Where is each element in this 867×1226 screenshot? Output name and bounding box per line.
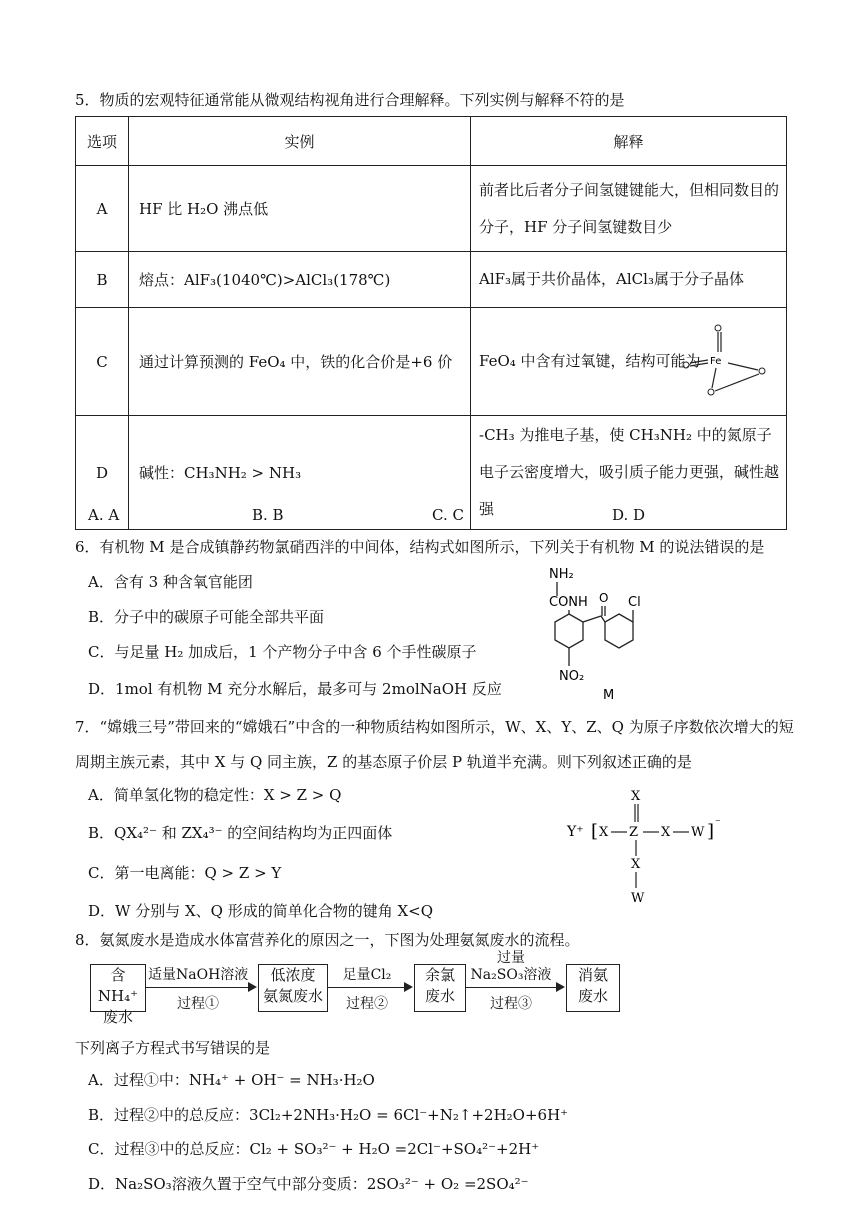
row-example: 碱性：CH₃NH₂ > NH₃ [129,416,471,530]
nh2-label: NH₂ [549,567,574,582]
answer-c[interactable]: C. C [432,506,464,524]
carbonyl-o-label: O [599,591,609,605]
m-label: M [603,688,615,702]
flow-arrow-1 [146,987,248,988]
flow-box-3: 余氯 废水 [414,964,466,1012]
q8-subtitle: 下列离子方程式书写错误的是 [75,1039,271,1057]
q7-option-b[interactable]: B．QX₄²⁻ 和 ZX₄³⁻ 的空间结构均为正四面体 [88,824,393,842]
svg-text:]: ] [707,821,715,842]
q7-option-c[interactable]: C．第一电离能：Q > Z > Y [88,864,282,882]
header-option: 选项 [76,117,129,166]
q8-option-a[interactable]: A．过程①中：NH₄⁺ + OH⁻ = NH₃·H₂O [88,1071,375,1089]
table-row [76,308,787,416]
flow-box-1: 含NH₄⁺ 废水 [90,964,146,1012]
svg-text:X: X [661,825,671,840]
row-example: 熔点：AlF₃(1040℃)>AlCl₃(178℃) [129,252,471,308]
q7-option-a[interactable]: A．简单氢化物的稳定性：X > Z > Q [88,786,342,804]
header-example: 实例 [129,117,471,166]
answer-a[interactable]: A. A [88,506,120,524]
row-example: 通过计算预测的 FeO₄ 中，铁的化合价是+6 价 [129,308,471,416]
answer-d[interactable]: D. D [612,506,646,524]
arrow-head-icon [248,982,257,992]
row-label: A [76,166,129,252]
q7-structure-diagram [565,786,735,910]
flow-box-2: 低浓度 氨氮废水 [258,964,328,1012]
q7-option-d[interactable]: D．W 分别与 X、Q 形成的简单化合物的键角 X<Q [88,902,434,920]
row-label: C [76,308,129,416]
row-label: D [76,416,129,530]
svg-text:[: [ [591,821,599,842]
row-explanation: -CH₃ 为推电子基，使 CH₃NH₂ 中的氮原子电子云密度增大，吸引质子能力更强，碱性越强 [471,416,787,530]
arrow-2-bottom-label: 过程② [346,996,388,1012]
q6-option-c[interactable]: C．与足量 H₂ 加成后，1 个产物分子中含 6 个手性碳原子 [88,643,477,661]
row-example: HF 比 H₂O 沸点低 [129,166,471,252]
conh-label: CONH [549,595,588,610]
flow-arrow-3 [466,987,556,988]
arrow-1-top-label: 适量NaOH溶液 [148,967,249,983]
row-label: B [76,252,129,308]
svg-text:Z: Z [629,825,639,840]
svg-text:W: W [691,825,705,840]
no2-label: NO₂ [559,669,585,684]
row-explanation: AlF₃属于共价晶体，AlCl₃属于分子晶体 [471,252,787,308]
svg-text:Fe: Fe [710,356,722,367]
table-row [76,166,787,252]
row-explanation: FeO₄ 中含有过氧键，结构可能为 [479,352,701,370]
table-row [76,252,787,308]
compound-m-structure [535,562,665,702]
svg-text:X: X [631,789,641,804]
arrow-3-top-label: 过量 Na₂SO₃溶液 [470,950,552,983]
table-row [76,416,787,530]
q5-table [75,116,787,530]
table-header-row [76,117,787,166]
flow-arrow-2 [328,987,404,988]
row-explanation-cell [471,308,787,416]
arrow-2-top-label: 足量Cl₂ [342,967,392,983]
q6-option-b[interactable]: B．分子中的碳原子可能全部共平面 [88,608,325,626]
q8-option-d[interactable]: D．Na₂SO₃溶液久置于空气中部分变质：2SO₃²⁻ + O₂ =2SO₄²⁻ [88,1175,529,1193]
q7-title-line1: 7．“嫦娥三号”带回来的“嫦娥石”中含的一种物质结构如图所示，W、X、Y、Z、Q 为原子序数依次增大的短 [75,718,794,736]
feo4-structure-diagram [678,316,778,404]
q8-option-b[interactable]: B．过程②中的总反应：3Cl₂+2NH₃·H₂O = 6Cl⁻+N₂↑+2H₂O+6H⁺ [88,1106,569,1124]
q6-option-d[interactable]: D．1mol 有机物 M 充分水解后，最多可与 2molNaOH 反应 [88,680,502,698]
arrow-1-bottom-label: 过程① [177,996,219,1012]
q5-title: 5．物质的宏观特征通常能从微观结构视角进行合理解释。下列实例与解释不符的是 [75,91,625,109]
cl-label: Cl [628,595,641,610]
svg-text:W: W [631,891,645,906]
header-explanation: 解释 [471,117,787,166]
q8-option-c[interactable]: C．过程③中的总反应：Cl₂ + SO₃²⁻ + H₂O =2Cl⁻+SO₄²⁻+2H⁺ [88,1140,540,1158]
q8-title: 8．氨氮废水是造成水体富营养化的原因之一，下图为处理氨氮废水的流程。 [75,931,580,949]
svg-text:⁻: ⁻ [715,816,721,829]
arrow-head-icon [404,982,413,992]
svg-text:Y⁺: Y⁺ [567,824,584,840]
q7-title-line2: 周期主族元素，其中 X 与 Q 同主族，Z 的基态原子价层 P 轨道半充满。则下列叙述正确的是 [75,753,692,771]
row-explanation: 前者比后者分子间氢键键能大，但相同数目的分子，HF 分子间氢键数目少 [471,166,787,252]
q6-title: 6．有机物 M 是合成镇静药物氯硝西泮的中间体，结构式如图所示，下列关于有机物 M 的说法错误的是 [75,538,765,556]
q6-option-a[interactable]: A．含有 3 种含氧官能团 [88,573,253,591]
svg-text:X: X [631,857,641,872]
flow-box-4: 消氨 废水 [566,964,620,1012]
svg-text:X: X [599,825,609,840]
arrow-3-bottom-label: 过程③ [490,996,532,1012]
answer-b[interactable]: B. B [252,506,284,524]
